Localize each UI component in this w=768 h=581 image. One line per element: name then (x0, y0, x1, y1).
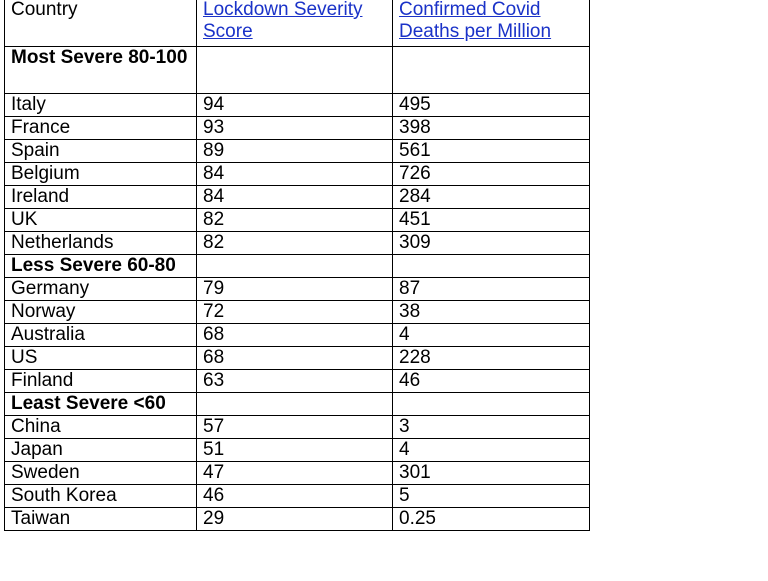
country-cell: South Korea (5, 485, 197, 508)
deaths-cell: 284 (393, 186, 590, 209)
deaths-cell: 87 (393, 278, 590, 301)
deaths-cell: 495 (393, 94, 590, 117)
country-cell: Taiwan (5, 508, 197, 531)
table-row (5, 439, 590, 462)
table-row (5, 140, 590, 163)
table-row (5, 94, 590, 117)
deaths-cell: 46 (393, 370, 590, 393)
header-confirmed-deaths[interactable] (393, 0, 590, 47)
country-cell: Finland (5, 370, 197, 393)
section-row-most-severe (5, 47, 590, 94)
table-row (5, 163, 590, 186)
score-cell: 57 (197, 416, 393, 439)
section-label: Least Severe <60 (5, 393, 197, 416)
country-cell: Sweden (5, 462, 197, 485)
table-row (5, 462, 590, 485)
country-cell: Italy (5, 94, 197, 117)
score-cell: 94 (197, 94, 393, 117)
country-cell: Australia (5, 324, 197, 347)
table-row (5, 186, 590, 209)
deaths-cell: 309 (393, 232, 590, 255)
deaths-cell: 561 (393, 140, 590, 163)
country-cell: Norway (5, 301, 197, 324)
deaths-cell: 4 (393, 324, 590, 347)
country-cell: Netherlands (5, 232, 197, 255)
score-cell: 47 (197, 462, 393, 485)
deaths-cell: 38 (393, 301, 590, 324)
covid-lockdown-table (4, 0, 590, 531)
country-cell: Germany (5, 278, 197, 301)
score-cell: 82 (197, 209, 393, 232)
deaths-cell: 3 (393, 416, 590, 439)
table-row (5, 370, 590, 393)
table-row (5, 117, 590, 140)
country-cell: China (5, 416, 197, 439)
score-cell: 72 (197, 301, 393, 324)
section-label: Most Severe 80-100 (5, 47, 197, 94)
lockdown-severity-score-link[interactable]: Lockdown Severity Score (203, 0, 363, 42)
score-cell: 46 (197, 485, 393, 508)
header-row (5, 0, 590, 47)
score-cell: 82 (197, 232, 393, 255)
deaths-cell: 301 (393, 462, 590, 485)
section-row-least-severe (5, 393, 590, 416)
score-cell: 29 (197, 508, 393, 531)
deaths-cell: 726 (393, 163, 590, 186)
header-lockdown-severity-score[interactable] (197, 0, 393, 47)
deaths-cell: 451 (393, 209, 590, 232)
table-row (5, 416, 590, 439)
deaths-cell: 4 (393, 439, 590, 462)
table-row (5, 232, 590, 255)
deaths-cell: 5 (393, 485, 590, 508)
score-cell: 79 (197, 278, 393, 301)
country-cell: Japan (5, 439, 197, 462)
section-label: Less Severe 60-80 (5, 255, 197, 278)
section-row-less-severe (5, 255, 590, 278)
score-cell: 84 (197, 186, 393, 209)
deaths-cell: 228 (393, 347, 590, 370)
confirmed-covid-deaths-link[interactable]: Confirmed Covid Deaths per Million (399, 0, 552, 42)
country-cell: Spain (5, 140, 197, 163)
score-cell: 51 (197, 439, 393, 462)
table-row (5, 278, 590, 301)
country-cell: France (5, 117, 197, 140)
table-row (5, 347, 590, 370)
deaths-cell: 0.25 (393, 508, 590, 531)
country-cell: Ireland (5, 186, 197, 209)
header-country: Country (5, 0, 197, 47)
score-cell: 68 (197, 324, 393, 347)
table-row (5, 508, 590, 531)
table-row (5, 209, 590, 232)
table-row (5, 301, 590, 324)
score-cell: 93 (197, 117, 393, 140)
country-cell: Belgium (5, 163, 197, 186)
country-cell: US (5, 347, 197, 370)
score-cell: 63 (197, 370, 393, 393)
score-cell: 68 (197, 347, 393, 370)
deaths-cell: 398 (393, 117, 590, 140)
country-cell: UK (5, 209, 197, 232)
table-row (5, 485, 590, 508)
score-cell: 84 (197, 163, 393, 186)
table-row (5, 324, 590, 347)
score-cell: 89 (197, 140, 393, 163)
